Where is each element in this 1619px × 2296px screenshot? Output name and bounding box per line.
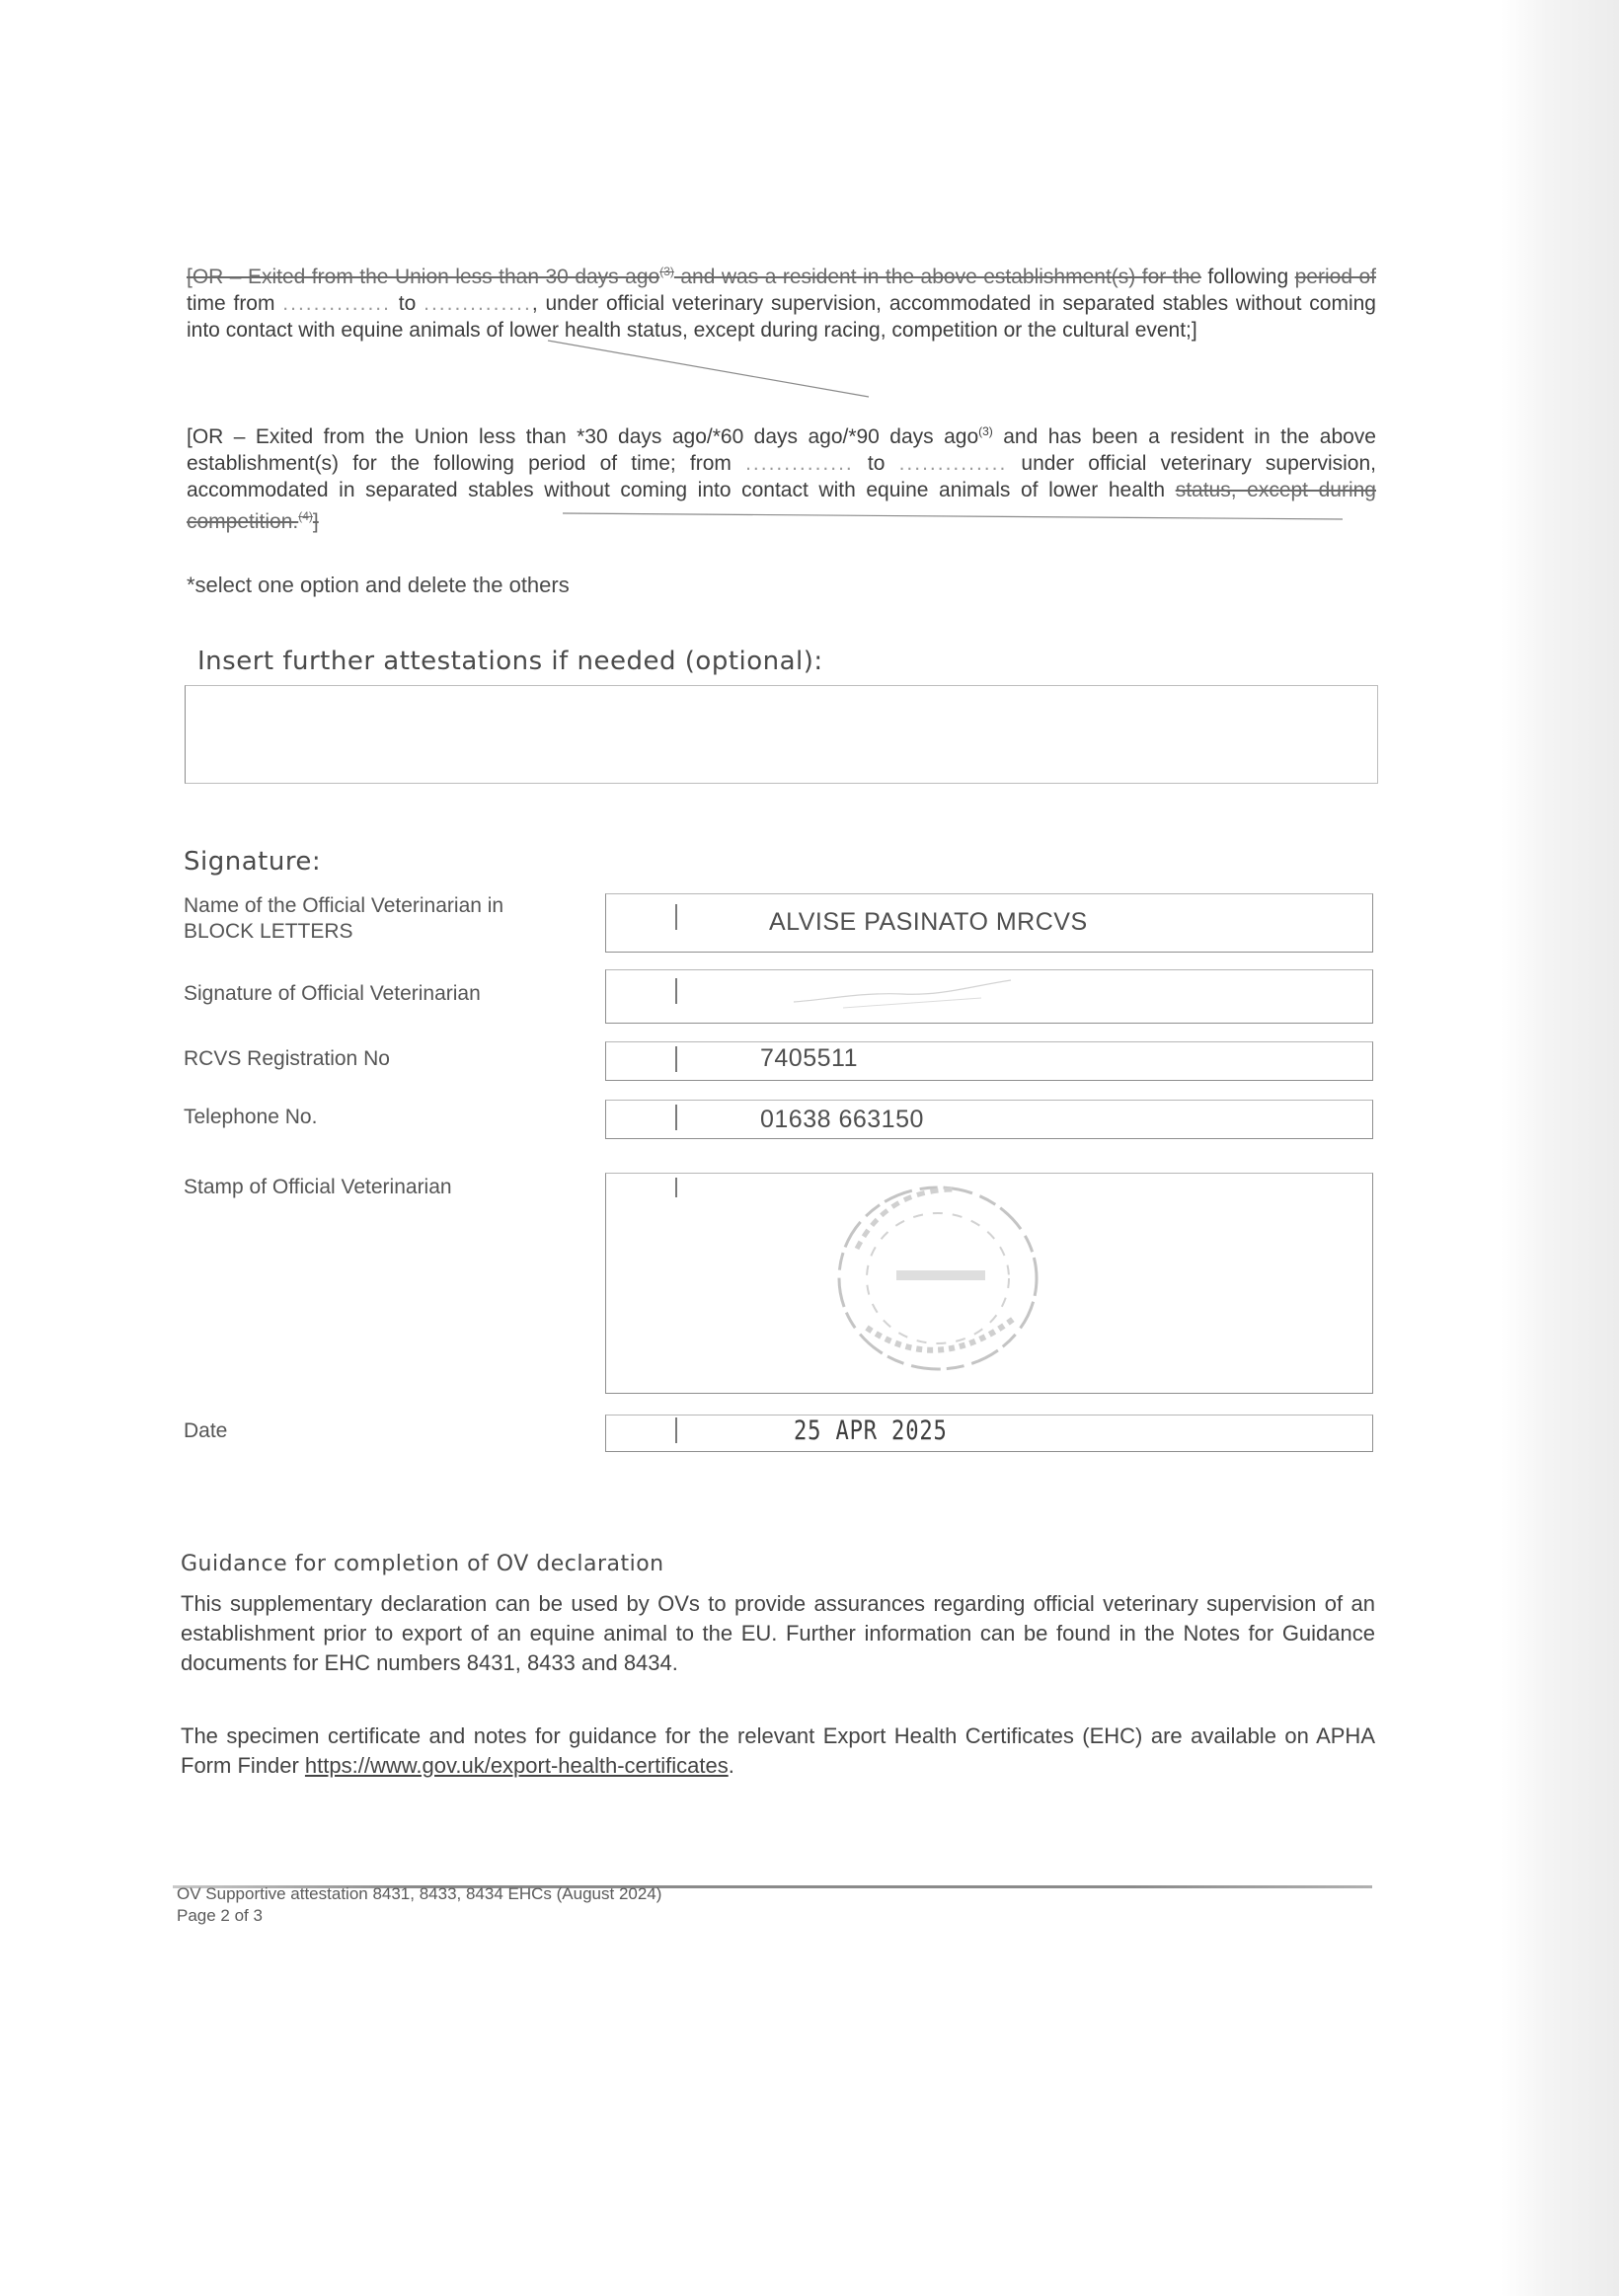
option-2-date-to-blank: ..............: [898, 452, 1008, 475]
option-1-body: , under official veterinary supervision, accommodated in separated stables without coming into contact with equine animals of lower health status, except during racing, competition or the cultural event;]: [187, 292, 1376, 342]
signature-heading: Signature:: [184, 847, 322, 877]
scan-page-edge: [1501, 0, 1619, 2296]
guidance-heading: Guidance for completion of OV declaration: [181, 1552, 664, 1576]
footer-page-number: Page 2 of 3: [177, 1906, 263, 1925]
rcvs-registration-field[interactable]: [605, 1041, 1373, 1081]
field-cursor-mark: [675, 904, 677, 930]
field-cursor-mark: [675, 978, 677, 1004]
telephone-value: 01638 663150: [760, 1106, 924, 1133]
guidance-paragraph-2-text: The specimen certificate and notes for guidance for the relevant Export Health Certificates (EHC) are available on APHA Form Finder: [181, 1723, 1375, 1778]
option-1-struck-period: period of: [1294, 266, 1376, 288]
field-cursor-mark: [675, 1178, 677, 1197]
option-1-struck-sup: (3): [659, 265, 674, 278]
date-stamp-value: 25 APR 2025: [794, 1416, 948, 1446]
further-attestations-heading: Insert further attestations if needed (optional):: [197, 647, 823, 676]
official-vet-name-value: ALVISE PASINATO MRCVS: [769, 908, 1088, 936]
telephone-label: Telephone No.: [184, 1106, 318, 1128]
rcvs-registration-label: RCVS Registration No: [184, 1047, 390, 1070]
date-label: Date: [184, 1419, 228, 1442]
official-vet-name-field[interactable]: [605, 893, 1373, 953]
signature-scribble: [784, 972, 1080, 1022]
official-vet-signature-field[interactable]: [605, 969, 1373, 1024]
guidance-paragraph-2-end: .: [728, 1753, 734, 1778]
stamp-label: Stamp of Official Veterinarian: [184, 1176, 452, 1198]
option-1-date-to-blank: ..............: [424, 292, 532, 315]
official-vet-stamp-icon: [827, 1180, 1049, 1377]
date-field[interactable]: [605, 1415, 1373, 1452]
option-1-text-time-from: time from: [187, 292, 275, 315]
option-2-struck-sup: (4): [298, 509, 313, 523]
telephone-field[interactable]: [605, 1100, 1373, 1139]
field-cursor-mark: [675, 1046, 677, 1072]
option-1-text-to: to: [398, 292, 417, 315]
option-1-struck-tail: and was a resident in the above establishment(s) for the: [673, 266, 1201, 288]
option-1-text-following: following: [1207, 266, 1289, 288]
rcvs-registration-value: 7405511: [760, 1044, 858, 1072]
option-2-text-to: to: [867, 452, 886, 475]
further-attestations-textbox[interactable]: [185, 685, 1378, 784]
option-2-text-b: and has been a resident in the above establishment(s) for the following period of time; from: [187, 425, 1376, 475]
guidance-paragraph-1: This supplementary declaration can be used by OVs to provide assurances regarding official veterinary supervision of an establishment prior to export of an equine animal to the EU. Further information can be found in the Notes for Guidance documents for EHC numbers 8431, 8433 and 8434.: [181, 1591, 1375, 1675]
option-2-sup: (3): [978, 424, 993, 438]
official-vet-name-label: Name of the Official Veterinarian in BLOCK LETTERS: [184, 894, 504, 943]
deletion-stroke-1: [548, 341, 869, 397]
option-1-struck-lead: [OR – Exited from the Union less than 30 days ago: [187, 266, 660, 288]
export-health-certificates-link[interactable]: https://www.gov.uk/export-health-certificates: [304, 1753, 729, 1778]
option-2-struck-end: status, except during competition.: [187, 479, 1376, 533]
select-option-note: *select one option and delete the others: [187, 573, 570, 597]
option-2-text-a: [OR – Exited from the Union less than *30 days ago/*60 days ago/*90 days ago: [187, 425, 979, 448]
option-2-date-from-blank: ..............: [745, 452, 854, 475]
field-cursor-mark: [675, 1105, 677, 1130]
footer-document-title: OV Supportive attestation 8431, 8433, 8434 EHCs (August 2024): [177, 1884, 662, 1903]
official-vet-signature-label: Signature of Official Veterinarian: [184, 982, 481, 1005]
option-2-text-c: under official veterinary supervision, accommodated in separated stables without coming into contact with equine animals of lower health: [187, 452, 1376, 501]
option-2-struck-close: ]: [312, 510, 319, 533]
field-cursor-mark: [675, 1417, 677, 1443]
guidance-paragraph-2: [181, 1722, 1375, 1781]
option-1-paragraph: [187, 259, 1376, 344]
option-1-date-from-blank: ..............: [282, 292, 391, 315]
option-2-paragraph: [187, 419, 1376, 535]
